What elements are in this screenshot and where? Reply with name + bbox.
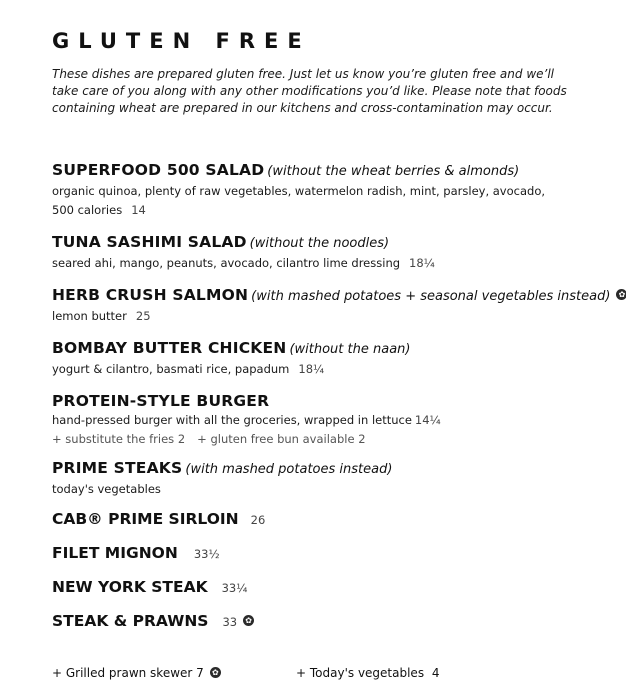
item-price: 18¼: [298, 362, 325, 376]
item-name: TUNA SASHIMI SALAD: [52, 233, 247, 251]
item-name: BOMBAY BUTTER CHICKEN: [52, 339, 287, 357]
item-description: organic quinoa, plenty of raw vegetables, watermelon radish, mint, parsley, avocado,: [52, 184, 546, 198]
steak-price: 33½: [193, 547, 220, 561]
item-modification: (with mashed potatoes + seasonal vegetables instead): [251, 289, 611, 304]
addon-fries-price: 2: [177, 432, 186, 446]
menu-item-tuna-sashimi-salad: [52, 232, 612, 273]
menu-item-prime-steaks: [52, 458, 612, 499]
sustainable-seafood-icon: ✿: [210, 667, 221, 678]
item-modification: (without the naan): [289, 342, 411, 357]
item-addons: [52, 430, 612, 449]
item-name: SUPERFOOD 500 SALAD: [52, 161, 265, 179]
steak-option: [52, 577, 612, 598]
steak-option: [52, 543, 612, 564]
item-modification: (with mashed potatoes instead): [185, 462, 393, 477]
steak-option: [52, 509, 612, 530]
item-price: 14: [131, 203, 146, 217]
item-name: PRIME STEAKS: [52, 459, 183, 477]
item-description: lemon butter: [52, 309, 127, 323]
item-calories: 500 calories: [52, 203, 123, 217]
steak-name: FILET MIGNON: [52, 544, 178, 562]
page-title: GLUTEN FREE: [52, 29, 311, 53]
item-price: 25: [135, 309, 151, 323]
addon-gf-bun: + gluten free bun available: [197, 432, 355, 446]
item-description: seared ahi, mango, peanuts, avocado, cilantro lime dressing: [52, 256, 401, 270]
item-name: HERB CRUSH SALMON: [52, 286, 249, 304]
steak-price: 33: [222, 615, 238, 629]
menu-page: [52, 28, 626, 630]
menu-item-herb-crush-salmon: [52, 285, 626, 326]
item-price: 14¼: [414, 413, 441, 427]
extra-prawn-price: 7: [196, 666, 204, 680]
steak-price: 33¼: [221, 581, 248, 595]
steak-price: 26: [250, 513, 266, 527]
addon-fries: + substitute the fries: [52, 432, 175, 446]
intro-note: These dishes are prepared gluten free. Just let us know you’re gluten free and we’ll take care of you along with any other modifications you’d like. Please note that foods containing wheat are prepared in our kitchens and cross-contamination may occur.: [52, 67, 567, 115]
addon-gf-bun-price: 2: [358, 432, 366, 446]
menu-item-superfood-salad: [52, 160, 612, 220]
extra-prawn-skewer: + Grilled prawn skewer: [52, 666, 193, 680]
steak-name: STEAK & PRAWNS: [52, 612, 209, 630]
sustainable-seafood-icon: ✿: [243, 615, 254, 626]
extra-vegetables: + Today's vegetables: [296, 666, 425, 680]
extra-vegetables-price: 4: [431, 666, 440, 680]
steak-option: [52, 611, 612, 632]
item-name: PROTEIN-STYLE BURGER: [52, 392, 270, 410]
steak-name: CAB® PRIME SIRLOIN: [52, 510, 239, 528]
item-description: yogurt & cilantro, basmati rice, papadum: [52, 362, 290, 376]
item-price: 18¼: [409, 256, 435, 270]
item-modification: (without the noodles): [249, 236, 390, 251]
item-description: today's vegetables: [52, 482, 161, 496]
sustainable-seafood-icon: ✿: [616, 289, 626, 300]
steak-name: NEW YORK STEAK: [52, 578, 208, 596]
extras-row: [52, 666, 440, 680]
menu-items: [52, 160, 626, 632]
menu-item-protein-style-burger: [52, 391, 612, 449]
item-description: hand-pressed burger with all the groceries, wrapped in lettuce: [52, 413, 412, 427]
menu-item-bombay-butter-chicken: [52, 338, 612, 379]
item-modification: (without the wheat berries & almonds): [267, 164, 520, 179]
